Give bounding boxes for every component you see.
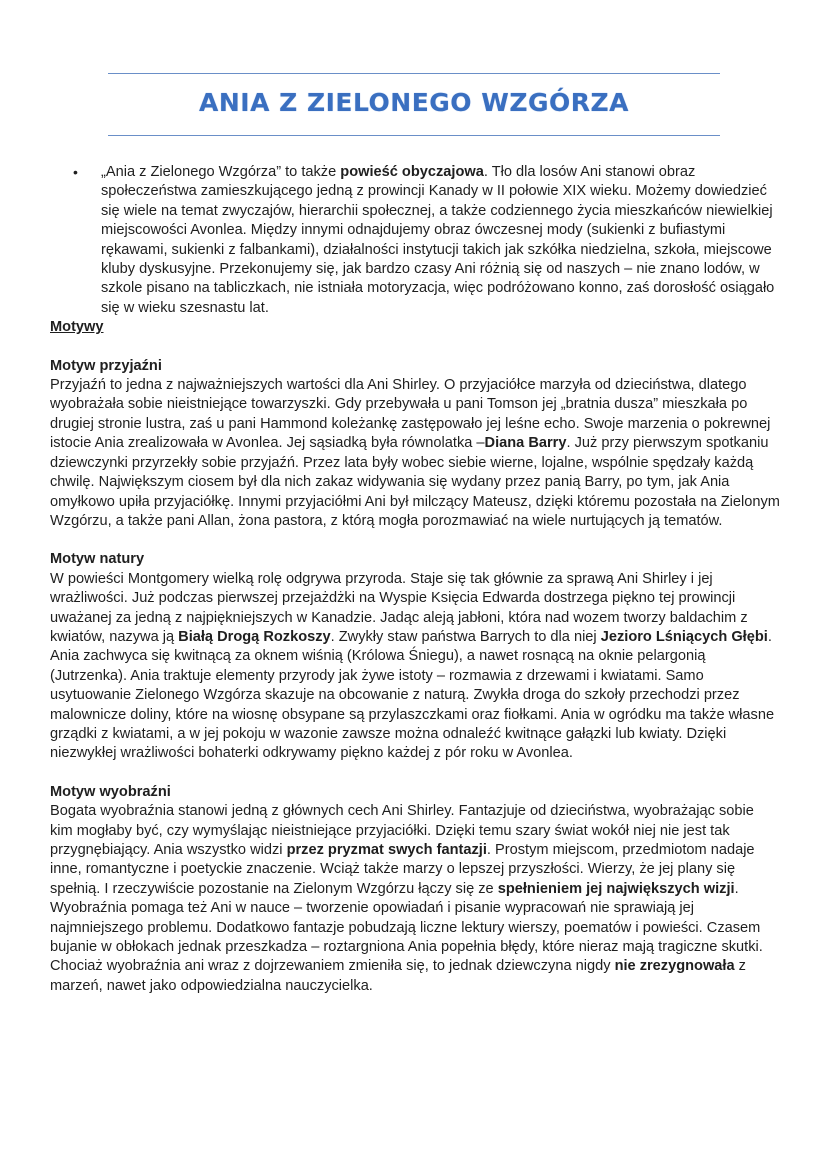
bullet-icon: • (73, 164, 78, 180)
friendship-heading: Motyw przyjaźni (50, 357, 162, 374)
motifs-heading: Motywy (50, 319, 104, 336)
imagination-heading: Motyw wyobraźni (50, 783, 171, 800)
document-body (50, 163, 780, 996)
title-rule-bottom (108, 135, 720, 136)
nature-paragraph: W powieści Montgomery wielką rolę odgrywa przyroda. Staje się tak głównie za sprawą Ani Shirley i jej wrażliwości. Już podczas pierwszej przejażdżki na Wyspie Księcia Edwarda dostrzega piękno tej prowincji uważanej za jedną z najpiękniejszych w Kanadzie. Jadąc aleją jabłoni, która nad wozem tworzy baldachim z kwiatów, nazywa ją Białą Drogą Rozkoszy. Zwykły staw państwa Barrych to dla niej Jezioro Lśniących Głębi. Ania zachwyca się kwitnącą za oknem wiśnią (Królowa Śniegu), a nawet rosnącą na oknie pelargonią (Jutrzenka). Ania traktuje elementy przyrody jak żywe istoty – rozmawia z drzewami i kwiatami. Samo usytuowanie Zielonego Wzgórza skazuje na obcowanie z naturą. Zwykła droga do szkoły przechodzi przez malownicze doliny, które na wiosnę obsypane są przylaszczkami oraz fiołkami. Ania w ogródku ma także własne grządki z kwiatami, a w jej pokoju w wazonie zawsze można odnaleźć kwitnące gałązki lub kwiaty. Dzięki niezwykłej wrażliwości bohaterki odkrywamy piękno każdej z pór roku w Avonlea. (50, 570, 775, 762)
imagination-paragraph: Bogata wyobraźnia stanowi jedną z głównych cech Ani Shirley. Fantazjuje od dzieciństwa, wyobrażając sobie kim mogłaby być, czy wymyślając nieistniejące przyjaciółki. Dzięki temu szary świat wokół niej nie jest tak przygnębiający. Ania wszystko widzi przez pryzmat swych fantazji. Prostym miejscom, przedmiotom nadaje inne, romantyczne i poetyckie znaczenie. Wciąż także marzy o lepszej przyszłości. Wierzy, że jej plany się spełnią. I rzeczywiście pozostanie na Zielonym Wzgórzu łączy się ze spełnieniem jej największych wizji. Wyobraźnia pomaga też Ani w nauce – tworzenie opowiadań i pisanie wypracowań nie sprawiają jej najmniejszego problemu. Dodatkowo fantazje pobudzają liczne lektury wierszy, poematów i powieści. Czasem bujanie w obłokach jednak przeszkadza – roztargniona Ania popełnia błędy, które nieraz mają tragiczne skutki. Chociaż wyobraźnia ani wraz z dojrzewaniem zmieniła się, to jednak dziewczyna nigdy nie zrezygnowała z marzeń, nawet jako odpowiedzialna nauczycielka. (50, 803, 763, 994)
title-rule-top (108, 73, 720, 74)
friendship-paragraph: Przyjaźń to jedna z najważniejszych wartości dla Ani Shirley. O przyjaciółce marzyła od dzieciństwa, dlatego wyobrażała sobie nieistniejące towarzyszki. Gdy przebywała u pani Tomson jej „bratnia dusza” mieszkała po drugiej stronie lustra, zaś u pani Hammond koleżankę zastępowało jej leśne echo. Swoje marzenia o pokrewnej istocie Ania zrealizowała w Avonlea. Jej sąsiadką była równolatka –Diana Barry. Już przy pierwszym spotkaniu dziewczynki przyrzekły sobie przyjaźń. Przez lata były wobec siebie wierne, lojalne, wspólnie spędzały każdą chwilę. Największym ciosem był dla nich zakaz widywania się wydany przez panią Barry, po tym, jak Ania omyłkowo upiła przyjaciółkę. Innymi przyjaciółmi Ani był milczący Mateusz, dzięki któremu pozostała na Zielonym Wzgórzu, a także pani Allan, żona pastora, z którą mogła porozmawiać na wiele nurtujących ją tematów. (50, 377, 780, 529)
intro-paragraph: „Ania z Zielonego Wzgórza” to także powieść obyczajowa. Tło dla losów Ani stanowi obraz społeczeństwa zamieszkującego jedną z prowincji Kanady w II połowie XIX wieku. Możemy dowiedzieć się wiele na temat zwyczajów, hierarchii społecznej, a także codziennego życia mieszkańców niewielkiej miejscowości Avonlea. Między innymi odnajdujemy obraz ówczesnej mody (sukienki z bufiastymi rękawami, sukienki z falbankami), działalności instytucji takich jak szkółka niedzielna, szkoła, miejscowe kluby dyskusyjne. Przekonujemy się, jak bardzo czasy Ani różnią się od naszych – nie znano lodów, w szkole pisano na tabliczkach, nie istniała motoryzacja, więc podróżowano konno, zaś dorosłość osiągało się w wieku szesnastu lat. (101, 164, 775, 316)
intro-bullet (50, 163, 780, 318)
nature-heading: Motyw natury (50, 551, 145, 568)
page-title: ANIA Z ZIELONEGO WZGÓRZA (199, 88, 629, 117)
